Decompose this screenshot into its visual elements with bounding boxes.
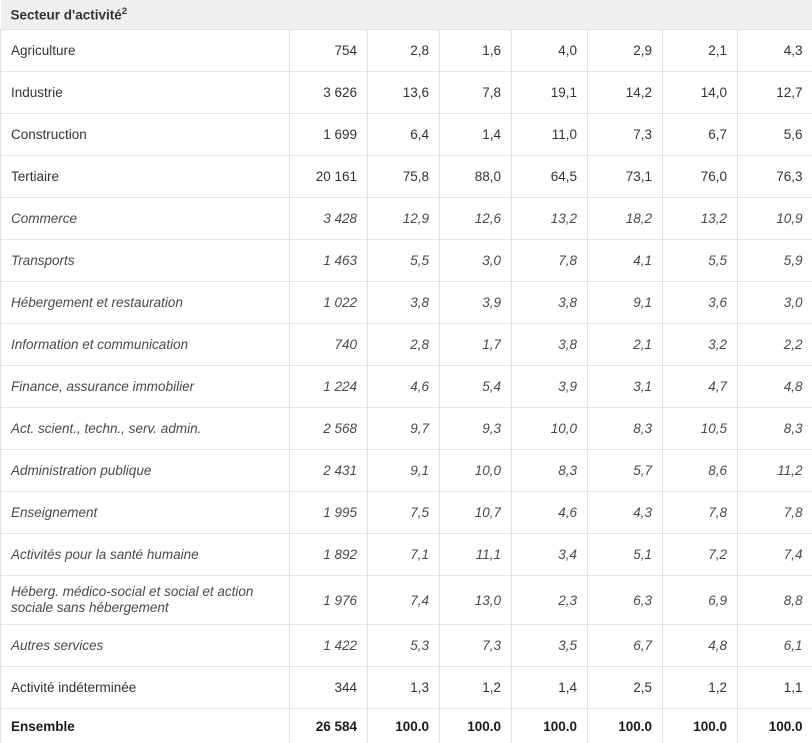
row-value: 8,3: [588, 408, 663, 450]
row-value: 5,4: [440, 366, 512, 408]
row-value: 12,6: [440, 198, 512, 240]
row-value: 7,4: [368, 576, 440, 625]
row-value: 88,0: [440, 156, 512, 198]
table-row: [1, 198, 812, 240]
row-value: 64,5: [512, 156, 588, 198]
row-value: 2,1: [663, 30, 738, 72]
table-row: [1, 492, 812, 534]
row-value: 7,1: [368, 534, 440, 576]
row-value: 2,1: [588, 324, 663, 366]
row-value: 7,3: [588, 114, 663, 156]
row-value: 9,3: [440, 408, 512, 450]
row-value: 20 161: [290, 156, 368, 198]
table-row: [1, 282, 812, 324]
row-value: 5,5: [368, 240, 440, 282]
row-value: 1 022: [290, 282, 368, 324]
row-value: 344: [290, 667, 368, 709]
row-label: Transports: [1, 240, 290, 282]
row-value: 740: [290, 324, 368, 366]
row-value: 100.0: [738, 709, 812, 743]
row-value: 18,2: [588, 198, 663, 240]
row-value: 1 892: [290, 534, 368, 576]
row-value: 4,8: [738, 366, 812, 408]
row-value: 3,6: [663, 282, 738, 324]
section-header-row: [1, 0, 812, 30]
row-value: 100.0: [368, 709, 440, 743]
row-value: 2,2: [738, 324, 812, 366]
row-value: 1,4: [512, 667, 588, 709]
row-value: 11,2: [738, 450, 812, 492]
row-value: 13,6: [368, 72, 440, 114]
row-value: 12,9: [368, 198, 440, 240]
row-value: 2,9: [588, 30, 663, 72]
row-value: 4,6: [368, 366, 440, 408]
row-label: Ensemble: [1, 709, 290, 743]
table-row: [1, 667, 812, 709]
row-value: 1,7: [440, 324, 512, 366]
row-value: 5,1: [588, 534, 663, 576]
row-value: 4,3: [738, 30, 812, 72]
row-value: 1 699: [290, 114, 368, 156]
row-value: 26 584: [290, 709, 368, 743]
row-value: 5,9: [738, 240, 812, 282]
row-value: 6,4: [368, 114, 440, 156]
row-value: 4,0: [512, 30, 588, 72]
row-value: 4,7: [663, 366, 738, 408]
row-value: 3,1: [588, 366, 663, 408]
row-value: 14,2: [588, 72, 663, 114]
row-label: Finance, assurance immobilier: [1, 366, 290, 408]
row-value: 3,0: [738, 282, 812, 324]
row-value: 1,2: [663, 667, 738, 709]
row-value: 4,3: [588, 492, 663, 534]
table-row: [1, 324, 812, 366]
row-value: 6,7: [588, 625, 663, 667]
row-value: 11,0: [512, 114, 588, 156]
table-row: [1, 576, 812, 625]
section-title-cell: [1, 0, 812, 30]
row-label: Act. scient., techn., serv. admin.: [1, 408, 290, 450]
row-value: 5,6: [738, 114, 812, 156]
table-row: [1, 156, 812, 198]
row-value: 3,8: [512, 324, 588, 366]
row-value: 6,9: [663, 576, 738, 625]
row-value: 3 428: [290, 198, 368, 240]
row-value: 7,5: [368, 492, 440, 534]
row-value: 3,2: [663, 324, 738, 366]
table-row: [1, 72, 812, 114]
row-label: Enseignement: [1, 492, 290, 534]
row-value: 3,9: [512, 366, 588, 408]
row-value: 1,1: [738, 667, 812, 709]
table-row: [1, 709, 812, 743]
row-value: 5,3: [368, 625, 440, 667]
row-label: Hébergement et restauration: [1, 282, 290, 324]
row-value: 9,7: [368, 408, 440, 450]
row-label: Activité indéterminée: [1, 667, 290, 709]
row-value: 8,8: [738, 576, 812, 625]
row-value: 3,8: [368, 282, 440, 324]
table-body: [1, 0, 812, 743]
row-label: Information et communication: [1, 324, 290, 366]
row-label: Agriculture: [1, 30, 290, 72]
row-value: 76,0: [663, 156, 738, 198]
row-value: 7,4: [738, 534, 812, 576]
row-value: 1 976: [290, 576, 368, 625]
row-label: Construction: [1, 114, 290, 156]
row-value: 13,0: [440, 576, 512, 625]
table-row: [1, 240, 812, 282]
row-value: 1,4: [440, 114, 512, 156]
row-value: 2,3: [512, 576, 588, 625]
row-value: 2,8: [368, 324, 440, 366]
row-value: 1 224: [290, 366, 368, 408]
row-value: 6,7: [663, 114, 738, 156]
row-value: 8,3: [512, 450, 588, 492]
row-value: 2,5: [588, 667, 663, 709]
row-value: 9,1: [588, 282, 663, 324]
row-value: 10,5: [663, 408, 738, 450]
row-value: 19,1: [512, 72, 588, 114]
table-row: [1, 625, 812, 667]
row-value: 3,8: [512, 282, 588, 324]
row-value: 10,9: [738, 198, 812, 240]
row-value: 100.0: [440, 709, 512, 743]
row-value: 2 568: [290, 408, 368, 450]
row-value: 6,1: [738, 625, 812, 667]
table-row: [1, 114, 812, 156]
row-value: 100.0: [588, 709, 663, 743]
table-row: [1, 450, 812, 492]
row-label: Administration publique: [1, 450, 290, 492]
row-value: 8,3: [738, 408, 812, 450]
row-value: 4,1: [588, 240, 663, 282]
row-value: 1 995: [290, 492, 368, 534]
row-value: 7,8: [440, 72, 512, 114]
row-value: 7,8: [512, 240, 588, 282]
row-value: 13,2: [663, 198, 738, 240]
row-value: 5,7: [588, 450, 663, 492]
row-label: Autres services: [1, 625, 290, 667]
row-value: 1 422: [290, 625, 368, 667]
row-label: [1, 576, 290, 625]
row-value: 75,8: [368, 156, 440, 198]
row-value: 14,0: [663, 72, 738, 114]
row-value: 1 463: [290, 240, 368, 282]
row-value: 10,7: [440, 492, 512, 534]
row-value: 12,7: [738, 72, 812, 114]
row-label: Industrie: [1, 72, 290, 114]
row-value: 3,0: [440, 240, 512, 282]
row-value: 8,6: [663, 450, 738, 492]
row-value: 2 431: [290, 450, 368, 492]
row-value: 76,3: [738, 156, 812, 198]
row-value: 100.0: [512, 709, 588, 743]
row-value: 3 626: [290, 72, 368, 114]
row-value: 100.0: [663, 709, 738, 743]
row-value: 1,6: [440, 30, 512, 72]
row-value: 7,2: [663, 534, 738, 576]
row-label: Activités pour la santé humaine: [1, 534, 290, 576]
row-value: 10,0: [512, 408, 588, 450]
section-footnote-marker: 2: [122, 6, 127, 17]
row-label: Commerce: [1, 198, 290, 240]
row-value: 5,5: [663, 240, 738, 282]
row-value: 11,1: [440, 534, 512, 576]
row-value: 3,5: [512, 625, 588, 667]
row-label: Tertiaire: [1, 156, 290, 198]
row-value: 13,2: [512, 198, 588, 240]
row-value: 2,8: [368, 30, 440, 72]
row-value: 754: [290, 30, 368, 72]
table-row: [1, 366, 812, 408]
row-value: 9,1: [368, 450, 440, 492]
row-value: 4,8: [663, 625, 738, 667]
row-value: 73,1: [588, 156, 663, 198]
row-value: 4,6: [512, 492, 588, 534]
table-row: [1, 534, 812, 576]
table-row: [1, 408, 812, 450]
row-value: 1,2: [440, 667, 512, 709]
table-row: [1, 30, 812, 72]
row-value: 7,8: [738, 492, 812, 534]
row-value: 6,3: [588, 576, 663, 625]
row-value: 7,3: [440, 625, 512, 667]
row-value: 10,0: [440, 450, 512, 492]
row-value: 1,3: [368, 667, 440, 709]
row-label-text: Héberg. médico-social et social et action sociale sans hébergement: [11, 584, 279, 615]
row-value: 3,4: [512, 534, 588, 576]
row-value: 7,8: [663, 492, 738, 534]
section-title: Secteur d'activité: [11, 8, 122, 23]
row-value: 3,9: [440, 282, 512, 324]
